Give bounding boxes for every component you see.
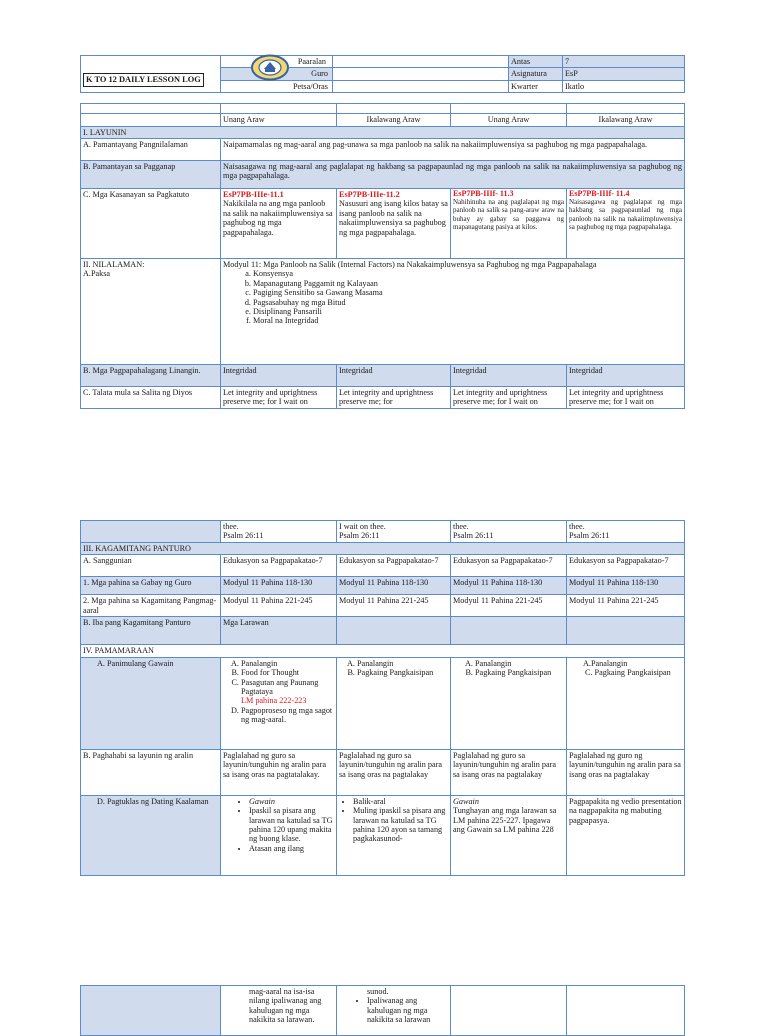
topic-item: f. Moral na Integridad — [253, 316, 682, 325]
paghahabi-2: Paglalahad ng guro sa layunin/tunguhin ng aralin para sa isang oras na pagtalakay — [337, 749, 451, 795]
day-1-heading: Unang Araw — [221, 114, 337, 126]
log-title: K TO 12 DAILY LESSON LOG — [83, 73, 204, 86]
list-item: • Ipaskil sa pisara ang larawan na katulad sa TG pahina 120 upang makita ng buong klase. — [249, 806, 334, 844]
modyul-title: Modyul 11: Mga Panloob na Salik (Internal Factors) na Nakakaimpluwensya sa Paghubog ng mga Pagpapahalaga — [223, 260, 597, 270]
main-table-3 — [80, 985, 685, 1036]
paghahabi-3: Paglalahad ng guro sa layunin/tunguhin ng aralin para sa isang oras na pagtalakay — [451, 749, 567, 795]
aaral-pages-4: Modyul 11 Pahina 221-245 — [567, 595, 685, 617]
school-seal-icon — [250, 56, 290, 68]
sanggunian-2: Edukasyon sa Pagpapakatao-7 — [337, 555, 451, 577]
kagamitang-pangmagaaral-label: 2. Mga pahina sa Kagamitang Pangmag-aaral — [81, 595, 221, 617]
skill-text-4: Naisasagawa ng paglalapat ng mga hakbang sa pagpapaunlad ng mga panloob na salik na nakaiimpluwensiya sa paghubog ng mga pagpapahalaga. — [569, 198, 682, 231]
verse-top-1: Let integrity and uprightness preserve me; for I wait on — [221, 387, 337, 409]
gabay-guro-label: 1. Mga pahina sa Gabay ng Guro — [81, 577, 221, 595]
iba-kagamitan-value: Mga Larawan — [221, 617, 337, 645]
skill-code-1: EsP7PB-IIIe-11.1 — [223, 190, 284, 200]
value-4: Integridad — [567, 365, 685, 387]
paghahabi-1: Paglalahad ng guro sa layunin/tunguhin ng aralin para sa isang oras na pagtatalakay. — [221, 749, 337, 795]
layunin-heading: I. LAYUNIN — [81, 126, 685, 138]
list-item: B. Pagkaing Pangkaisipan — [475, 668, 564, 677]
pagtuklas-list-2 — [339, 797, 448, 844]
continuation-list — [339, 996, 448, 1024]
verse-top-2: Let integrity and uprightness preserve me; for — [337, 387, 451, 409]
verse-bottom-3: thee. Psalm 26:11 — [451, 521, 567, 543]
guro-value[interactable] — [333, 68, 509, 80]
skill-text-1: Nakikilala na ang mga panloob na salik na nakaiimpluwensiya sa paghubog ng mga pagpapahalaga. — [223, 199, 333, 237]
topic-item: a. Konsyensya — [253, 269, 682, 278]
gawain-title: Gawain — [453, 796, 479, 806]
skill-code-4: EsP7PB-IIIf- 11.4 — [569, 189, 630, 199]
topic-item: e. Disiplinang Pansarili — [253, 307, 682, 316]
pamantayan-pagganap-label: B. Pamantayan sa Pagganap — [81, 161, 221, 189]
skill-code-3: EsP7PB-IIIf- 11.3 — [453, 189, 514, 199]
sanggunian-1: Edukasyon sa Pagpapakatao-7 — [221, 555, 337, 577]
guro-pages-4: Modyul 11 Pahina 118-130 — [567, 577, 685, 595]
continuation-1: mag-aaral na isa-isa nilang ipaliwanag ang kahulugan ng mga nakikita sa larawan. — [221, 986, 337, 1036]
list-item: A.Panalangin — [583, 658, 628, 668]
pagtuklas-label: D. Pagtuklas ng Dating Kaalaman — [81, 795, 221, 875]
skill-code-2: EsP7PB-IIIe-11.2 — [339, 190, 400, 200]
list-item: B. Food for Thought — [241, 668, 334, 677]
header-table — [80, 55, 685, 93]
day-2-heading: Ikalawang Araw — [337, 114, 451, 126]
verse-top-4: Let integrity and uprightness preserve me; for I wait on — [567, 387, 685, 409]
value-1: Integridad — [221, 365, 337, 387]
pagtuklas-4: Pagpapakita ng vedio presentation na nagpapakita ng mabuting pagpapasya. — [567, 795, 685, 875]
aaral-pages-3: Modyul 11 Pahina 221-245 — [451, 595, 567, 617]
list-item: C. Pagkaing Pangkaisipan — [585, 668, 671, 678]
list-item: B. Pagkaing Pangkaisipan — [357, 668, 448, 677]
pagpapahalaga-label: B. Mga Pagpapahalagang Linangin. — [81, 365, 221, 387]
panimula-list-3 — [453, 659, 564, 678]
list-item: • Ipaliwanag ang kahulugan ng mga nakikita sa larawan — [367, 996, 448, 1024]
guro-pages-1: Modyul 11 Pahina 118-130 — [221, 577, 337, 595]
day-3-heading: Unang Araw — [451, 114, 567, 126]
verse-bottom-1: thee. Psalm 26:11 — [221, 521, 337, 543]
continuation-2a: sunod. — [367, 987, 389, 996]
skill-text-3: Nahihinuha na ang paglalapat ng mga panloob na salik sa pang-araw araw na buhay ay gabay sa paggawa ng mapanagutang pasiya at kilos. — [453, 198, 564, 231]
list-item: D. Pagpoproseso ng mga sagot ng mag-aaral. — [241, 706, 334, 725]
topic-list — [223, 269, 682, 325]
verse-bottom-2: I wait on thee. Psalm 26:11 — [337, 521, 451, 543]
paksa-label: A.Paksa — [83, 269, 111, 279]
guro-label: Guro — [221, 68, 333, 80]
lesson-log-page-2 — [80, 520, 684, 876]
main-table-1 — [80, 103, 685, 409]
antas-label: Antas — [509, 56, 563, 68]
asignatura-value: EsP — [563, 68, 685, 80]
pagtuklas-list-1 — [223, 797, 334, 853]
paaralan-label: Paaralan — [297, 57, 326, 66]
value-3: Integridad — [451, 365, 567, 387]
kwarter-label: Kwarter — [509, 80, 563, 92]
topic-item: d. Pagsasabuhay ng mga Bitud — [253, 298, 682, 307]
pamantayan-pagganap-text: Naisasagawa ng mag-aaral ang paglalapat ng hakbang sa pagpapaunlad ng mga panloob na salik na nakaiimpluwensiya sa paghubog ng mga pagpapahalaga. — [221, 161, 685, 189]
day-4-heading: Ikalawang Araw — [567, 114, 685, 126]
value-2: Integridad — [337, 365, 451, 387]
iba-kagamitan-label: B. Iba pang Kagamitang Panturo — [81, 617, 221, 645]
paghahabi-label: B. Paghahabi sa layunin ng aralin — [81, 749, 221, 795]
talata-label: C. Talata mula sa Salita ng Diyos — [81, 387, 221, 409]
sanggunian-label: A. Sanggunian — [81, 555, 221, 577]
nilalaman-heading: II. NILALAMAN: — [83, 260, 145, 270]
main-table-2 — [80, 520, 685, 876]
list-item: • Gawain — [249, 797, 334, 806]
list-item: • Balik-aral — [353, 797, 448, 806]
panimulang-gawain-label: A. Panimulang Gawain — [81, 657, 221, 749]
asignatura-label: Asignatura — [509, 68, 563, 80]
list-item: • Atasan ang ilang — [249, 844, 334, 853]
gawain-text: Tunghayan ang mga larawan sa LM pahina 225-227. Ipagawa ang Gawain sa LM pahina 228 — [453, 806, 557, 835]
panimula-list-2 — [339, 659, 448, 678]
lesson-log-page-1 — [80, 55, 684, 409]
list-item: A. Panalangin — [357, 659, 448, 668]
list-item: A. Panalangin — [241, 659, 334, 668]
guro-pages-3: Modyul 11 Pahina 118-130 — [451, 577, 567, 595]
list-item: A. Panalangin — [475, 659, 564, 668]
lesson-log-page-3 — [80, 985, 684, 1036]
aaral-pages-1: Modyul 11 Pahina 221-245 — [221, 595, 337, 617]
petsa-value[interactable] — [333, 80, 509, 92]
list-item: C. Pasagutan ang Paunang Pagtataya LM pahina 222-223 — [241, 678, 334, 706]
guro-pages-2: Modyul 11 Pahina 118-130 — [337, 577, 451, 595]
antas-value: 7 — [563, 56, 685, 68]
sanggunian-3: Edukasyon sa Pagpapakatao-7 — [451, 555, 567, 577]
verse-bottom-4: thee. Psalm 26:11 — [567, 521, 685, 543]
kagamitan-heading: III. KAGAMITANG PANTURO — [81, 543, 685, 555]
kasanayan-label: C. Mga Kasanayan sa Pagkatuto — [81, 189, 221, 259]
paaralan-value[interactable] — [333, 56, 509, 68]
kwarter-value: Ikatlo — [563, 80, 685, 92]
sanggunian-4: Edukasyon sa Pagpapakatao-7 — [567, 555, 685, 577]
pamantayang-pangnilalaman-label: A. Pamantayang Pangnilalaman — [81, 139, 221, 161]
topic-item: b. Mapanagutang Paggamit ng Kalayaan — [253, 279, 682, 288]
skill-text-2: Nasusuri ang isang kilos batay sa isang panloob na salik na nakaiimpluwensiya sa paghubog ng mga pagpapahalaga. — [339, 199, 448, 237]
lm-pahina-note: LM pahina 222-223 — [241, 696, 307, 706]
verse-top-3: Let integrity and uprightness preserve me; for I wait on — [451, 387, 567, 409]
pamantayang-pangnilalaman-text: Naipamamalas ng mag-aaral ang pag-unawa sa mga panloob na salik na nakaiimpluwensiya sa paghubog ng mga pagpapahalaga. — [221, 139, 685, 161]
aaral-pages-2: Modyul 11 Pahina 221-245 — [337, 595, 451, 617]
petsa-label: Petsa/Oras — [221, 80, 333, 92]
topic-item: c. Pagiging Sensitibo sa Gawang Masama — [253, 288, 682, 297]
list-item: • Muling ipaskil sa pisara ang larawan na katulad sa TG pahina 120 ayon sa tamang pagkakasunod- — [353, 806, 448, 844]
panimula-list-1 — [223, 659, 334, 725]
paghahabi-4: Paglalahad ng guro ng layunin/tunguhin ng aralin para sa isang oras na pagtalakay — [567, 749, 685, 795]
pamamaraan-heading: IV. PAMAMARAAN — [81, 645, 685, 657]
